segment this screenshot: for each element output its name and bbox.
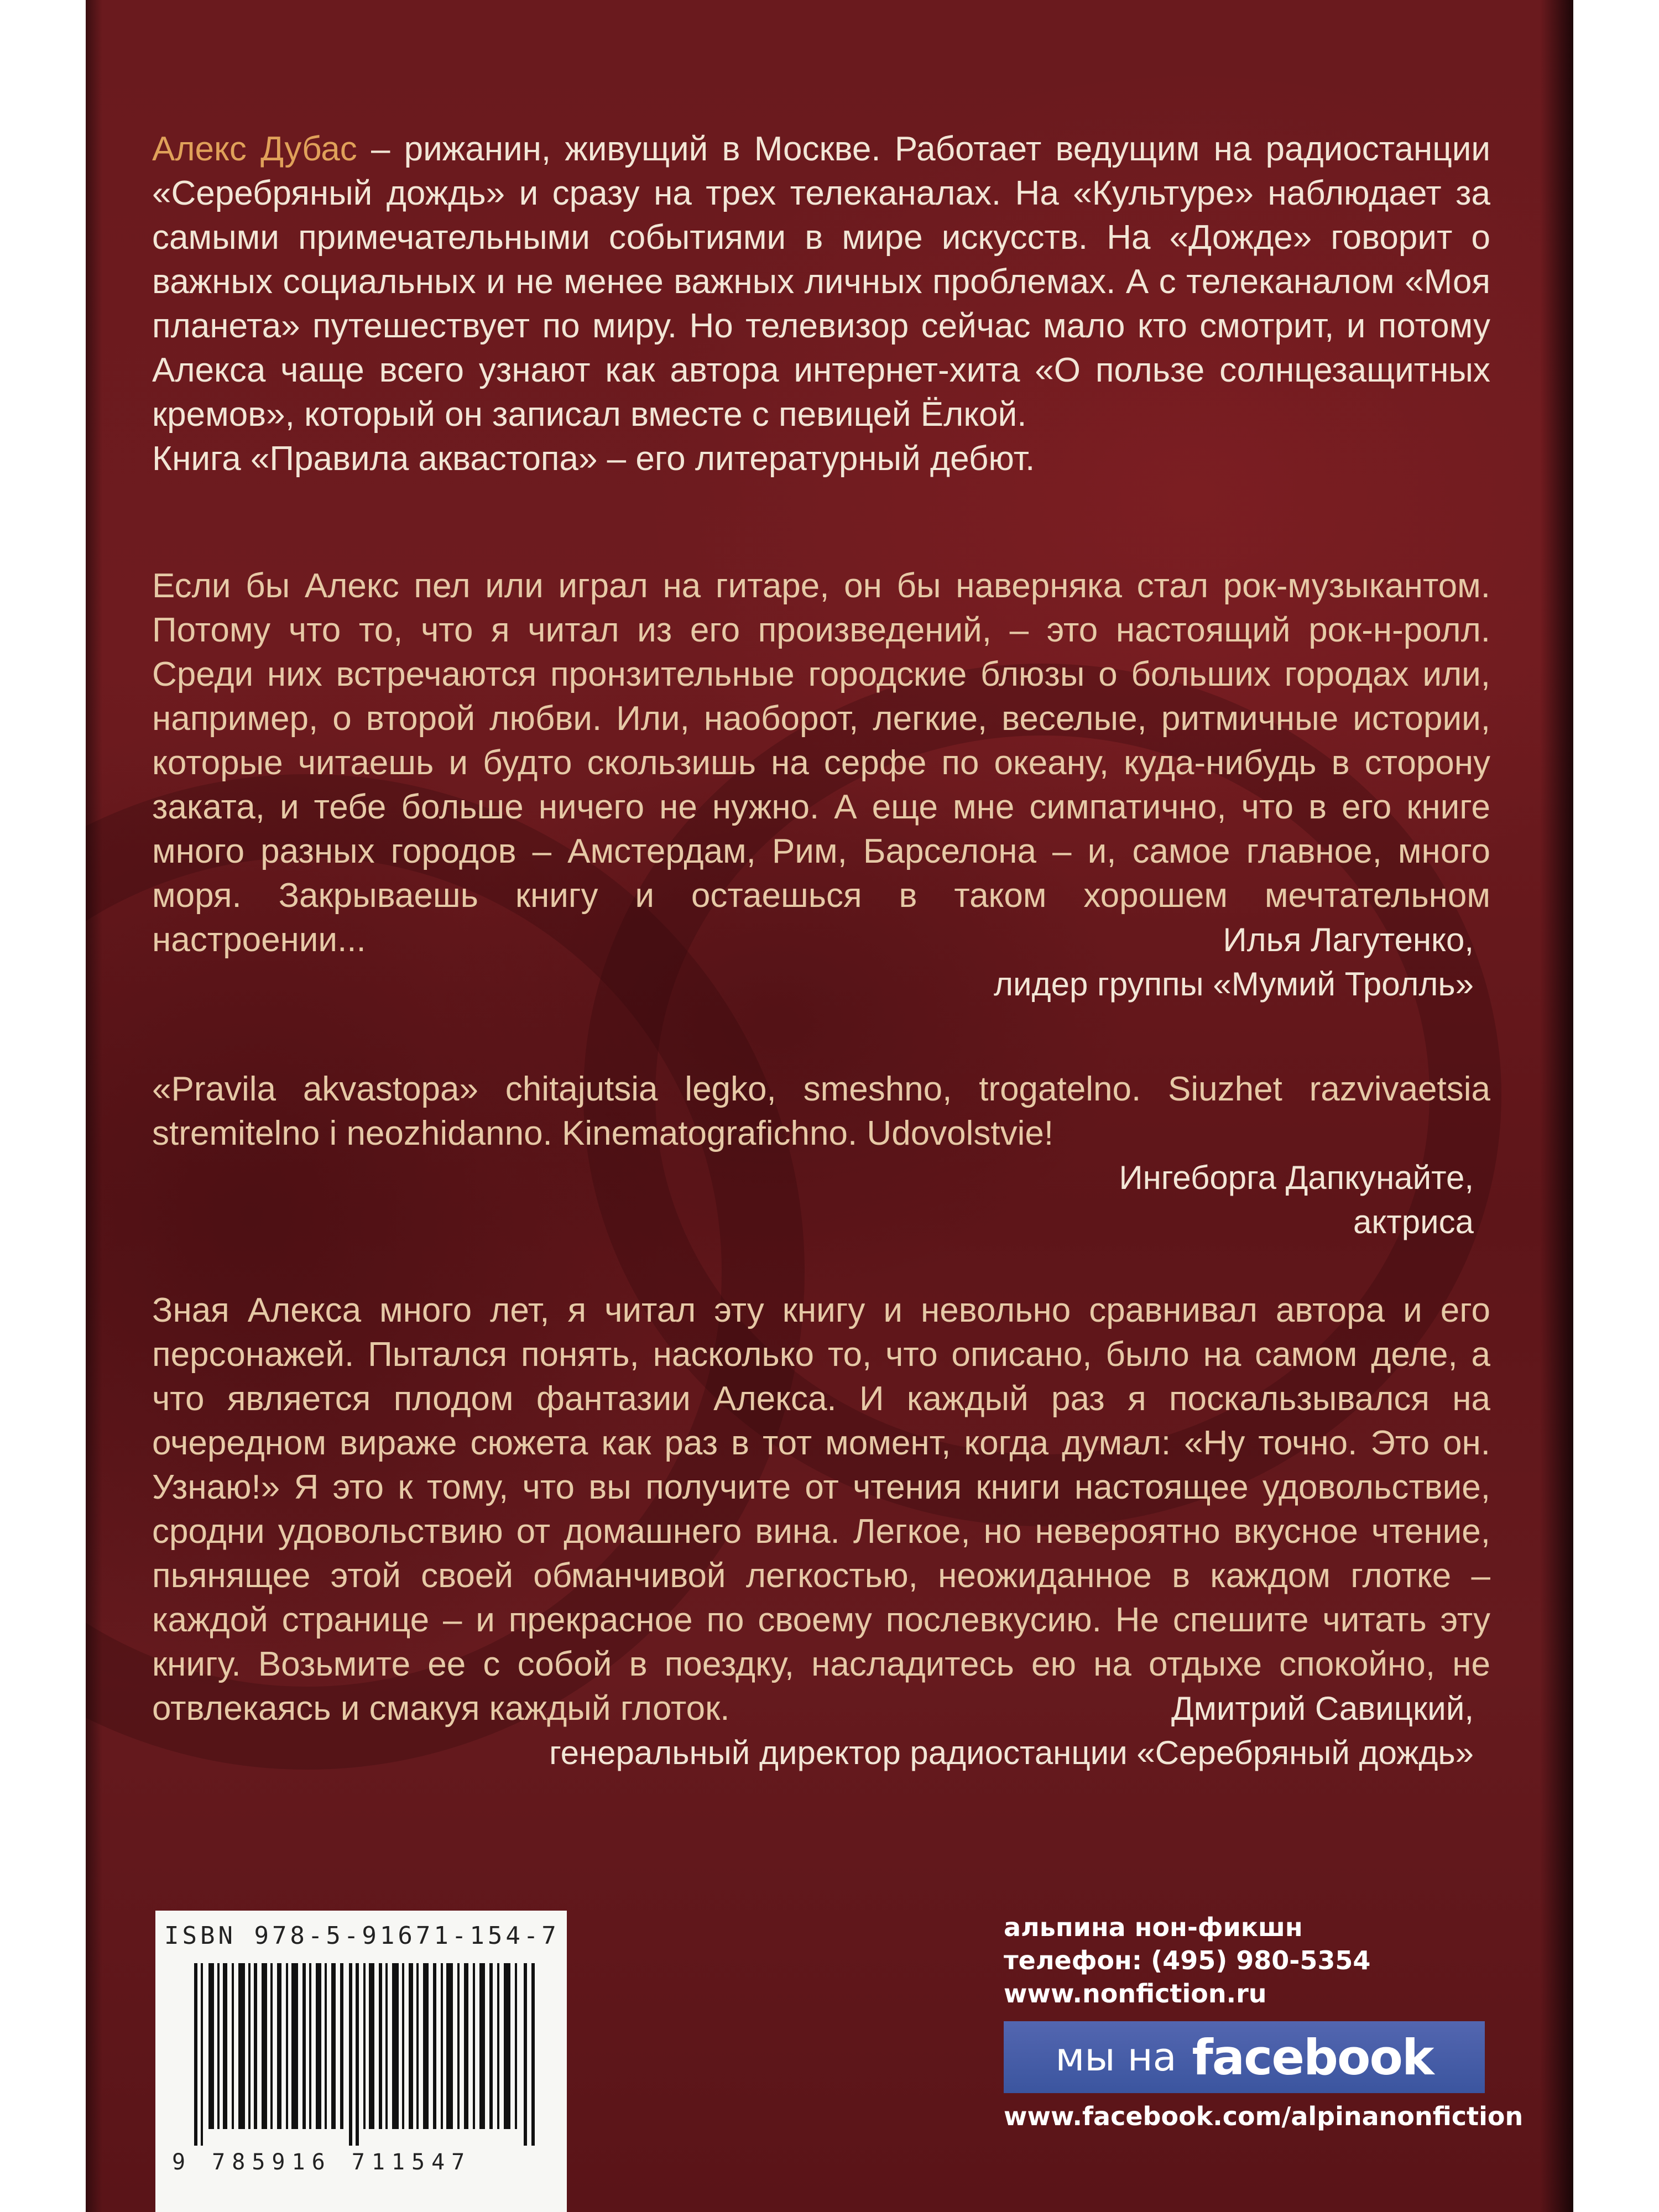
publisher-website[interactable]: www.nonfiction.ru	[1004, 1979, 1267, 2008]
blurb-savitsky: Зная Алекса много лет, я читал эту книгу и невольно сравнивал автора и его персонажей. Пытался понять, насколько то, что описано, было на самом деле, а что является плодом фантазии Алекса. И каждый раз я поскальзывался на очередном вираже сюжета как раз в тот момент, когда думал: «Ну точно. Это он. Узнаю!» Я это к тому, что вы получите от чтения книги настоящее удовольствие, сродни удовольствию от домашнего вина. Легкое, но невероятно вкусное чтение, пьянящее этой своей обманчивой легкостью, неожиданное в каждом глотке – каждой странице – и прекрасное по своему послевкусию. Не спешите читать эту книгу. Возьмите ее с собой в поездку, насладитесь ею на отдыхе спокойно, не отвлекаясь и смакуя каждый глоток.	[152, 1291, 1490, 1728]
attribution-role: лидер группы «Мумий Тролль»	[994, 966, 1474, 1003]
blurb-attribution-dapkunaite	[1119, 1156, 1474, 1244]
isbn-number: ISBN 978-5-91671-154-7	[164, 1922, 560, 1950]
blurb-attribution-lagutenko	[994, 918, 1474, 1006]
attribution-name: Дмитрий Савицкий,	[1171, 1690, 1474, 1727]
cover-spine-edge	[1540, 0, 1573, 2212]
facebook-prefix: мы на	[1055, 2034, 1177, 2080]
facebook-logo: facebook	[1192, 2028, 1433, 2086]
blurb-dapkunaite: «Pravila akvastopa» chitajutsia legko, smeshno, trogatelno. Siuzhet razvivaetsia stremitelno i neozhidanno. Kinematografichno. Udovolstvie!	[152, 1070, 1490, 1152]
book-back-cover	[86, 0, 1573, 2212]
cover-left-edge	[86, 0, 102, 2212]
facebook-url[interactable]: www.facebook.com/alpinanonfiction	[1004, 2101, 1524, 2131]
facebook-banner[interactable]	[1004, 2021, 1485, 2093]
attribution-role: генеральный директор радиостанции «Серебряный дождь»	[549, 1734, 1474, 1771]
publisher-name: альпина нон-фикшн	[1004, 1912, 1303, 1942]
attribution-name: Ингеборга Дапкунайте,	[1119, 1159, 1474, 1196]
blurb-attribution-savitsky	[549, 1687, 1474, 1775]
attribution-name: Илья Лагутенко,	[1223, 921, 1474, 958]
literary-debut-line: Книга «Правила аквастопа» – его литературный дебют.	[152, 440, 1035, 478]
author-name: Алекс Дубас	[152, 130, 357, 168]
blurb-lagutenko: Если бы Алекс пел или играл на гитаре, он бы наверняка стал рок-музыкантом. Потому что то, что я читал из его произведений, – это настоящий рок-н-ролл. Среди них встречаются пронзительные городские блюзы о больших городах или, например, о второй любви. Или, наоборот, легкие, веселые, ритмичные истории, которые читаешь и будто скользишь на серфе по океану, куда-нибудь в сторону заката, и тебе больше ничего не нужно. А еще мне симпатично, что в его книге много разных городов – Амстердам, Рим, Барселона – и, самое главное, много моря. Закрываешь книгу и остаешься в таком хорошем мечтательном настроении...	[152, 567, 1490, 959]
publisher-info	[1004, 1911, 1370, 2010]
barcode-icon	[194, 1963, 537, 2146]
author-bio-text: – рижанин, живущий в Москве. Работает ведущим на радиостанции «Серебряный дождь» и сразу на трех телеканалах. На «Культуре» наблюдает за самыми примечательными событиями в мире искусств. На «Дожде» говорит о важных социальных и не менее важных личных проблемах. А с телеканалом «Моя планета» путешествует по миру. Но телевизор сейчас мало кто смотрит, и потому Алекса чаще всего узнают как автора интернет-хита «О пользе солнцезащитных кремов», который он записал вместе с певицей Ёлкой.	[152, 130, 1490, 434]
barcode-digits: 9 785916 711547	[172, 2150, 472, 2175]
isbn-barcode-label	[155, 1911, 567, 2212]
attribution-role: актриса	[1353, 1203, 1474, 1240]
author-bio	[152, 127, 1490, 481]
publisher-phone: телефон: (495) 980-5354	[1004, 1945, 1371, 1975]
